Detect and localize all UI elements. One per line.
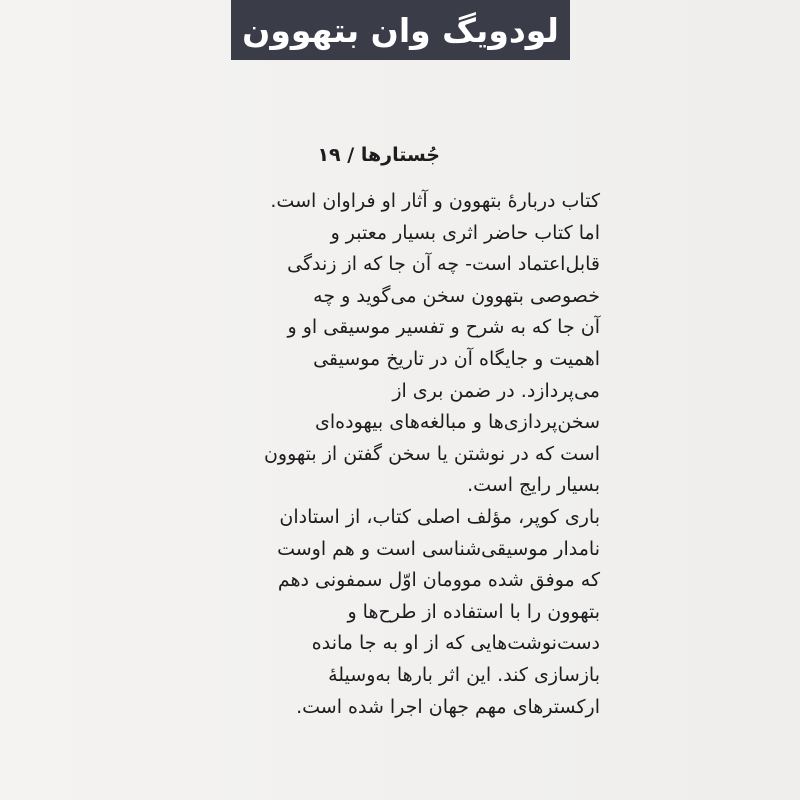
blurb-line: سخن‌پردازی‌ها و مبالغه‌های بیهوده‌ای [315,411,600,434]
blurb-line: نامدار موسیقی‌شناسی است و هم اوست [277,537,600,560]
blurb-line: قابل‌اعتماد است- چه آن جا که از زندگی [287,253,600,276]
blurb-text [200,186,600,723]
blurb-line: کتاب دربارۀ بتهوون و آثار او فراوان است. [270,190,600,212]
blurb-line: است که در نوشتن یا سخن گفتن از بتهوون [263,442,600,465]
blurb-line: بتهوون را با استفاده از طرح‌ها و [347,600,600,623]
blurb-line: دست‌نوشت‌هایی که از او به جا مانده [311,632,600,655]
blurb-line: آن جا که به شرح و تفسیر موسیقی او و [287,316,600,339]
blurb-line: ارکسترهای مهم جهان اجرا شده است. [296,695,600,718]
blurb-line: می‌پردازد. در ضمن بری از [392,379,600,402]
series-label: جُستارها / ۱۹ [317,144,440,166]
title-banner [231,0,570,60]
book-title: لودویگ وان بتهوون [242,10,559,50]
blurb-line: بسیار رایج است. [467,474,600,497]
blurb-line: باری کوپر، مؤلف اصلی کتاب، از استادان [279,505,600,528]
blurb-line: اما کتاب حاضر اثری بسیار معتبر و [330,221,600,244]
blurb-line: که موفق شده موومان اوّل سمفونی دهم [277,569,600,592]
blurb-line: اهمیت و جایگاه آن در تاریخ موسیقی [313,347,600,370]
blurb-line: بازسازی کند. این اثر بارها به‌وسیلۀ [328,663,600,686]
blurb-line: خصوصی بتهوون سخن می‌گوید و چه [313,284,600,307]
